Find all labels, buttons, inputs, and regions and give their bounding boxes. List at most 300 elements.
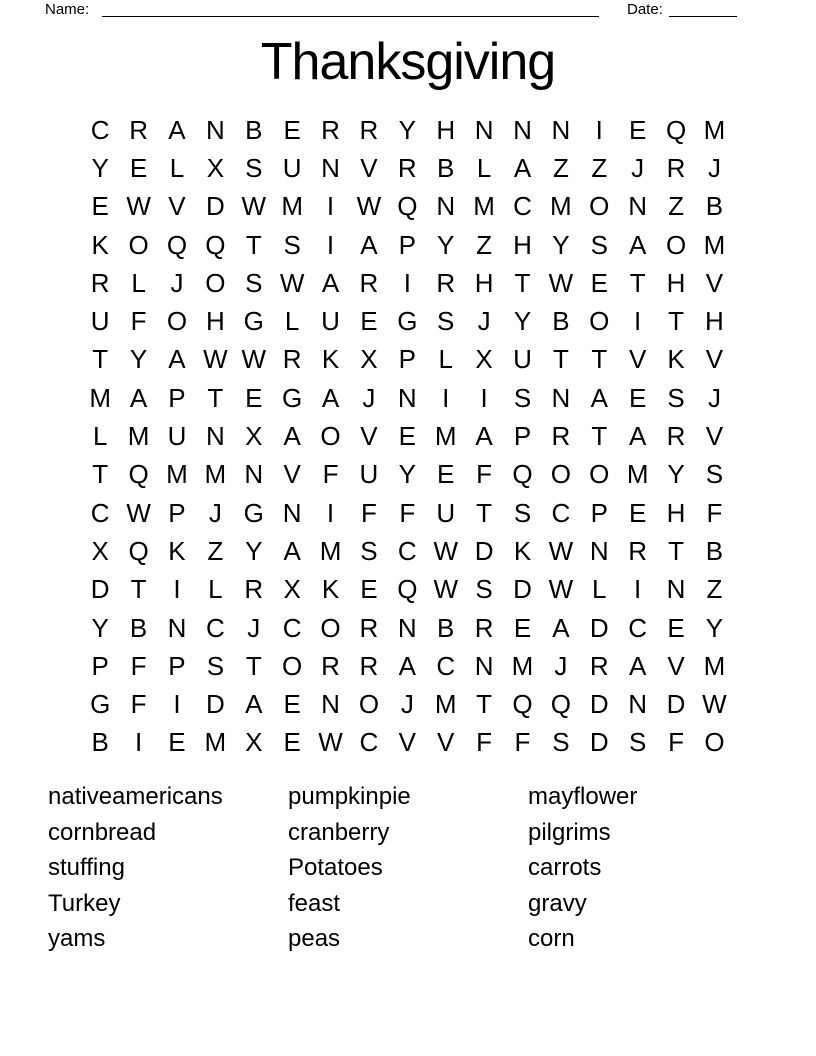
word-list-column-1 xyxy=(48,779,223,957)
grid-letter: O xyxy=(358,689,380,720)
grid-letter: D xyxy=(205,191,225,222)
grid-letter: A xyxy=(628,229,647,260)
grid-letter: M xyxy=(434,421,457,452)
grid-letter: T xyxy=(552,344,569,375)
name-label: Name: xyxy=(45,1,90,18)
grid-letter: S xyxy=(245,152,263,183)
grid-letter: N xyxy=(474,114,494,145)
grid-letter: W xyxy=(126,497,151,528)
grid-letter: F xyxy=(514,727,531,758)
grid-letter: W xyxy=(241,191,267,222)
grid-letter: W xyxy=(318,727,343,758)
grid-letter: T xyxy=(668,306,684,337)
grid-letter: D xyxy=(90,574,110,605)
grid-letter: O xyxy=(320,421,341,452)
grid-letter: Q xyxy=(665,114,687,145)
grid-letter: P xyxy=(513,421,532,452)
grid-letter: O xyxy=(320,612,341,643)
grid-letter: A xyxy=(475,421,493,452)
grid-letter: Y xyxy=(91,612,109,643)
grid-letter: S xyxy=(667,382,685,413)
grid-letter: D xyxy=(589,689,609,720)
grid-letter: Y xyxy=(129,344,148,375)
word-list-item: mayflower xyxy=(528,783,638,810)
grid-letter: S xyxy=(513,382,532,413)
grid-letter: L xyxy=(169,152,185,183)
date-label: Date: xyxy=(627,1,663,18)
grid-letter: T xyxy=(514,267,531,298)
grid-letter: R xyxy=(666,152,686,183)
grid-letter: M xyxy=(626,459,649,490)
grid-letter: Q xyxy=(397,574,418,605)
grid-letter: X xyxy=(475,344,493,375)
grid-letter: Y xyxy=(667,459,685,490)
word-list-item: Potatoes xyxy=(288,854,383,882)
grid-letter: S xyxy=(513,497,532,528)
grid-letter: R xyxy=(129,114,148,145)
grid-letter: M xyxy=(434,689,457,720)
grid-letter: I xyxy=(595,114,603,145)
grid-letter: I xyxy=(634,574,642,605)
grid-letter: S xyxy=(360,535,378,566)
grid-letter: Q xyxy=(512,689,533,720)
grid-letter: K xyxy=(168,535,186,566)
grid-letter: J xyxy=(208,497,222,528)
grid-letter: P xyxy=(91,650,109,681)
grid-letter: W xyxy=(203,344,228,375)
grid-letter: Z xyxy=(668,191,684,222)
grid-letter: U xyxy=(90,306,110,337)
grid-letter: V xyxy=(667,650,685,681)
grid-letter: J xyxy=(707,152,721,183)
grid-letter: J xyxy=(631,152,645,183)
grid-letter: O xyxy=(550,459,571,490)
grid-letter: R xyxy=(474,612,494,643)
grid-letter: H xyxy=(436,114,456,145)
grid-letter: O xyxy=(166,306,188,337)
grid-letter: N xyxy=(551,114,571,145)
grid-letter: D xyxy=(205,689,225,720)
grid-letter: P xyxy=(168,497,186,528)
grid-letter: Y xyxy=(705,612,724,643)
grid-letter: A xyxy=(628,650,647,681)
word-list-item: cornbread xyxy=(48,818,157,846)
grid-letter: M xyxy=(204,459,227,490)
grid-letter: L xyxy=(476,152,492,183)
grid-letter: W xyxy=(241,344,267,375)
grid-letter: T xyxy=(629,267,646,298)
grid-letter: V xyxy=(628,344,647,375)
grid-letter: N xyxy=(282,497,302,528)
grid-letter: R xyxy=(244,574,264,605)
grid-letter: S xyxy=(705,459,724,490)
word-list-item: peas xyxy=(288,925,341,953)
grid-letter: A xyxy=(513,152,532,183)
grid-letter: I xyxy=(326,229,335,260)
grid-letter: S xyxy=(590,229,608,260)
grid-letter: O xyxy=(589,306,610,337)
grid-letter: Z xyxy=(207,535,224,566)
grid-letter: X xyxy=(245,421,263,452)
word-list-item: corn xyxy=(528,925,575,953)
grid-letter: I xyxy=(173,574,181,605)
grid-letter: T xyxy=(591,421,608,452)
grid-letter: R xyxy=(282,344,302,375)
grid-letter: V xyxy=(705,267,724,298)
grid-letter: X xyxy=(360,344,378,375)
grid-letter: G xyxy=(397,306,418,337)
grid-letter: N xyxy=(167,612,187,643)
date-fill-in-line xyxy=(669,0,737,17)
grid-letter: S xyxy=(552,727,570,758)
grid-letter: A xyxy=(283,535,301,566)
grid-letter: R xyxy=(359,650,379,681)
grid-letter: M xyxy=(166,459,188,490)
grid-letter: L xyxy=(592,574,607,605)
grid-letter: E xyxy=(628,382,647,413)
grid-letter: M xyxy=(473,191,495,222)
grid-letter: E xyxy=(91,191,109,222)
grid-letter: Y xyxy=(91,152,109,183)
grid-letter: V xyxy=(398,727,416,758)
grid-letter: D xyxy=(474,535,494,566)
grid-letter: A xyxy=(321,382,340,413)
grid-letter: P xyxy=(398,229,416,260)
grid-letter: Q xyxy=(205,229,226,260)
grid-letter: R xyxy=(436,267,456,298)
grid-letter: E xyxy=(245,382,263,413)
grid-letter: J xyxy=(170,267,184,298)
grid-letter: R xyxy=(359,114,379,145)
grid-letter: O xyxy=(704,727,725,758)
grid-letter: T xyxy=(591,344,608,375)
grid-letter: X xyxy=(245,727,263,758)
grid-letter: R xyxy=(321,650,340,681)
grid-letter: W xyxy=(548,574,574,605)
grid-letter: N xyxy=(321,689,340,720)
name-fill-in-line xyxy=(102,0,599,17)
grid-letter: F xyxy=(706,497,723,528)
grid-letter: C xyxy=(282,612,302,643)
grid-letter: N xyxy=(474,650,494,681)
grid-letter: V xyxy=(437,727,455,758)
grid-letter: L xyxy=(284,306,300,337)
grid-letter: O xyxy=(589,459,610,490)
grid-letter: G xyxy=(282,382,303,413)
grid-letter: N xyxy=(628,689,648,720)
grid-letter: N xyxy=(628,191,648,222)
grid-letter: M xyxy=(703,650,726,681)
grid-letter: U xyxy=(359,459,379,490)
grid-letter: O xyxy=(128,229,149,260)
grid-letter: E xyxy=(360,574,378,605)
grid-letter: A xyxy=(245,689,263,720)
word-list-item: cranberry xyxy=(288,818,390,846)
grid-letter: A xyxy=(321,267,340,298)
grid-letter: S xyxy=(206,650,225,681)
grid-letter: P xyxy=(168,382,186,413)
grid-letter: Y xyxy=(245,535,263,566)
grid-letter: G xyxy=(90,689,111,720)
grid-letter: J xyxy=(477,306,491,337)
grid-letter: X xyxy=(91,535,109,566)
grid-letter: I xyxy=(173,689,181,720)
grid-letter: R xyxy=(359,267,379,298)
grid-letter: T xyxy=(92,459,109,490)
grid-letter: X xyxy=(206,152,225,183)
grid-letter: F xyxy=(476,459,493,490)
grid-letter: W xyxy=(548,535,574,566)
grid-letter: R xyxy=(359,612,379,643)
grid-letter: S xyxy=(437,306,455,337)
grid-letter: A xyxy=(552,612,570,643)
grid-letter: W xyxy=(279,267,305,298)
grid-letter: N xyxy=(205,421,225,452)
grid-letter: N xyxy=(244,459,264,490)
grid-letter: V xyxy=(705,421,724,452)
grid-letter: M xyxy=(703,229,726,260)
grid-letter: B xyxy=(552,306,570,337)
grid-letter: R xyxy=(397,152,417,183)
grid-letter: N xyxy=(589,535,609,566)
word-list-item: Turkey xyxy=(48,889,121,917)
grid-letter: W xyxy=(126,191,151,222)
grid-letter: X xyxy=(283,574,301,605)
grid-letter: C xyxy=(90,114,110,145)
grid-letter: Y xyxy=(398,114,416,145)
grid-letter: L xyxy=(208,574,223,605)
grid-letter: N xyxy=(205,114,225,145)
grid-letter: C xyxy=(359,727,379,758)
grid-letter: T xyxy=(476,497,493,528)
grid-letter: S xyxy=(283,229,301,260)
word-list-item: pumpkinpie xyxy=(288,783,411,810)
grid-letter: Q xyxy=(128,459,149,490)
grid-letter: B xyxy=(245,114,263,145)
grid-letter: E xyxy=(168,727,186,758)
page-title: Thanksgiving xyxy=(260,33,556,91)
grid-letter: N xyxy=(436,191,456,222)
grid-letter: V xyxy=(283,459,301,490)
grid-letter: Z xyxy=(591,152,608,183)
grid-letter: M xyxy=(281,191,303,222)
grid-letter: E xyxy=(437,459,455,490)
grid-letter: C xyxy=(436,650,456,681)
grid-letter: M xyxy=(89,382,112,413)
grid-letter: N xyxy=(397,612,417,643)
grid-letter: W xyxy=(433,574,458,605)
grid-letter: F xyxy=(130,306,147,337)
grid-letter: S xyxy=(475,574,493,605)
grid-letter: N xyxy=(321,152,340,183)
grid-letter: A xyxy=(398,650,416,681)
grid-letter: E xyxy=(283,114,301,145)
grid-letter: C xyxy=(205,612,225,643)
grid-letter: B xyxy=(91,727,109,758)
grid-letter: P xyxy=(168,650,186,681)
grid-letter: O xyxy=(205,267,226,298)
grid-letter: E xyxy=(628,114,647,145)
grid-letter: Q xyxy=(512,459,533,490)
grid-letter: J xyxy=(554,650,568,681)
grid-letter: J xyxy=(400,689,414,720)
grid-letter: I xyxy=(326,191,335,222)
grid-letter: Y xyxy=(513,306,532,337)
grid-letter: M xyxy=(127,421,150,452)
grid-letter: F xyxy=(130,650,147,681)
grid-letter: S xyxy=(628,727,647,758)
grid-letter: H xyxy=(513,229,532,260)
word-list-column-3 xyxy=(528,779,637,957)
grid-letter: H xyxy=(474,267,494,298)
grid-letter: R xyxy=(551,421,571,452)
grid-letter: H xyxy=(705,306,724,337)
grid-letter: T xyxy=(668,535,684,566)
grid-letter: E xyxy=(628,497,647,528)
grid-letter: V xyxy=(168,191,186,222)
grid-letter: A xyxy=(628,421,647,452)
grid-letter: M xyxy=(550,191,572,222)
grid-letter: W xyxy=(356,191,382,222)
grid-letter: K xyxy=(667,344,685,375)
grid-letter: E xyxy=(360,306,378,337)
grid-letter: P xyxy=(398,344,416,375)
grid-letter: U xyxy=(513,344,532,375)
grid-letter: D xyxy=(513,574,532,605)
grid-letter: C xyxy=(513,191,532,222)
grid-letter: I xyxy=(442,382,450,413)
grid-letter: K xyxy=(513,535,532,566)
grid-letter: E xyxy=(283,727,301,758)
grid-letter: J xyxy=(707,382,721,413)
grid-letter: D xyxy=(589,612,609,643)
grid-letter: C xyxy=(628,612,648,643)
grid-letter: B xyxy=(705,191,724,222)
grid-letter: R xyxy=(628,535,648,566)
grid-letter: A xyxy=(283,421,301,452)
grid-letter: Q xyxy=(128,535,149,566)
grid-letter: I xyxy=(480,382,488,413)
grid-letter: F xyxy=(322,459,339,490)
word-list-column-2 xyxy=(288,779,411,957)
grid-letter: Q xyxy=(550,689,571,720)
grid-letter: O xyxy=(589,191,610,222)
grid-letter: N xyxy=(551,382,571,413)
word-list-item: stuffing xyxy=(48,854,125,882)
word-list-item: nativeamericans xyxy=(48,783,223,810)
grid-letter: G xyxy=(243,497,264,528)
grid-letter: N xyxy=(666,574,686,605)
grid-letter: F xyxy=(476,727,493,758)
grid-letter: Q xyxy=(166,229,188,260)
grid-letter: K xyxy=(321,344,340,375)
grid-letter: E xyxy=(398,421,416,452)
grid-letter: Q xyxy=(397,191,418,222)
grid-letter: Z xyxy=(552,152,569,183)
grid-letter: S xyxy=(245,267,263,298)
grid-letter: L xyxy=(438,344,453,375)
grid-letter: R xyxy=(589,650,609,681)
grid-letter: E xyxy=(129,152,148,183)
grid-letter: M xyxy=(511,650,534,681)
grid-letter: T xyxy=(476,689,493,720)
grid-letter: F xyxy=(668,727,684,758)
grid-letter: U xyxy=(436,497,456,528)
grid-letter: U xyxy=(282,152,302,183)
grid-letter: J xyxy=(247,612,261,643)
grid-letter: B xyxy=(705,535,724,566)
word-list-item: yams xyxy=(48,925,106,953)
grid-letter: I xyxy=(403,267,411,298)
grid-letter: T xyxy=(245,650,262,681)
grid-letter: B xyxy=(129,612,148,643)
grid-letter: O xyxy=(665,229,687,260)
grid-letter: A xyxy=(590,382,608,413)
grid-letter: Z xyxy=(706,574,723,605)
grid-letter: H xyxy=(666,497,686,528)
grid-letter: C xyxy=(397,535,417,566)
grid-letter: D xyxy=(589,727,609,758)
grid-letter: V xyxy=(705,344,724,375)
word-list-item: gravy xyxy=(528,889,587,917)
word-list-item: pilgrims xyxy=(528,818,611,846)
grid-letter: O xyxy=(282,650,303,681)
grid-letter: H xyxy=(666,267,686,298)
grid-letter: M xyxy=(703,114,726,145)
grid-letter: M xyxy=(204,727,227,758)
grid-letter: A xyxy=(360,229,378,260)
word-list-item: feast xyxy=(288,889,341,917)
grid-letter: Y xyxy=(437,229,455,260)
grid-letter: F xyxy=(360,497,377,528)
grid-letter: U xyxy=(167,421,187,452)
grid-letter: F xyxy=(130,689,147,720)
grid-letter: T xyxy=(245,229,262,260)
grid-letter: W xyxy=(702,689,727,720)
grid-letter: A xyxy=(168,344,186,375)
grid-letter: J xyxy=(362,382,376,413)
grid-letter: R xyxy=(666,421,686,452)
grid-letter: M xyxy=(319,535,342,566)
grid-letter: Y xyxy=(398,459,416,490)
grid-letter: N xyxy=(397,382,417,413)
grid-letter: U xyxy=(321,306,340,337)
grid-letter: I xyxy=(634,306,642,337)
grid-letter: E xyxy=(667,612,685,643)
grid-letter: B xyxy=(437,612,455,643)
grid-letter: E xyxy=(283,689,301,720)
grid-letter: L xyxy=(131,267,146,298)
grid-letter: C xyxy=(551,497,571,528)
grid-letter: I xyxy=(134,727,143,758)
grid-letter: T xyxy=(130,574,147,605)
grid-letter: T xyxy=(92,344,109,375)
grid-letter: E xyxy=(590,267,608,298)
grid-letter: Z xyxy=(476,229,493,260)
grid-letter: R xyxy=(321,114,340,145)
grid-letter: K xyxy=(91,229,109,260)
grid-letter: P xyxy=(590,497,608,528)
grid-letter: K xyxy=(321,574,340,605)
grid-letter: A xyxy=(129,382,148,413)
grid-letter: H xyxy=(205,306,225,337)
grid-letter: G xyxy=(243,306,264,337)
grid-letter: B xyxy=(437,152,455,183)
grid-letter: V xyxy=(360,421,378,452)
word-list-item: carrots xyxy=(528,854,602,882)
grid-letter: Y xyxy=(552,229,570,260)
grid-letter: T xyxy=(207,382,224,413)
